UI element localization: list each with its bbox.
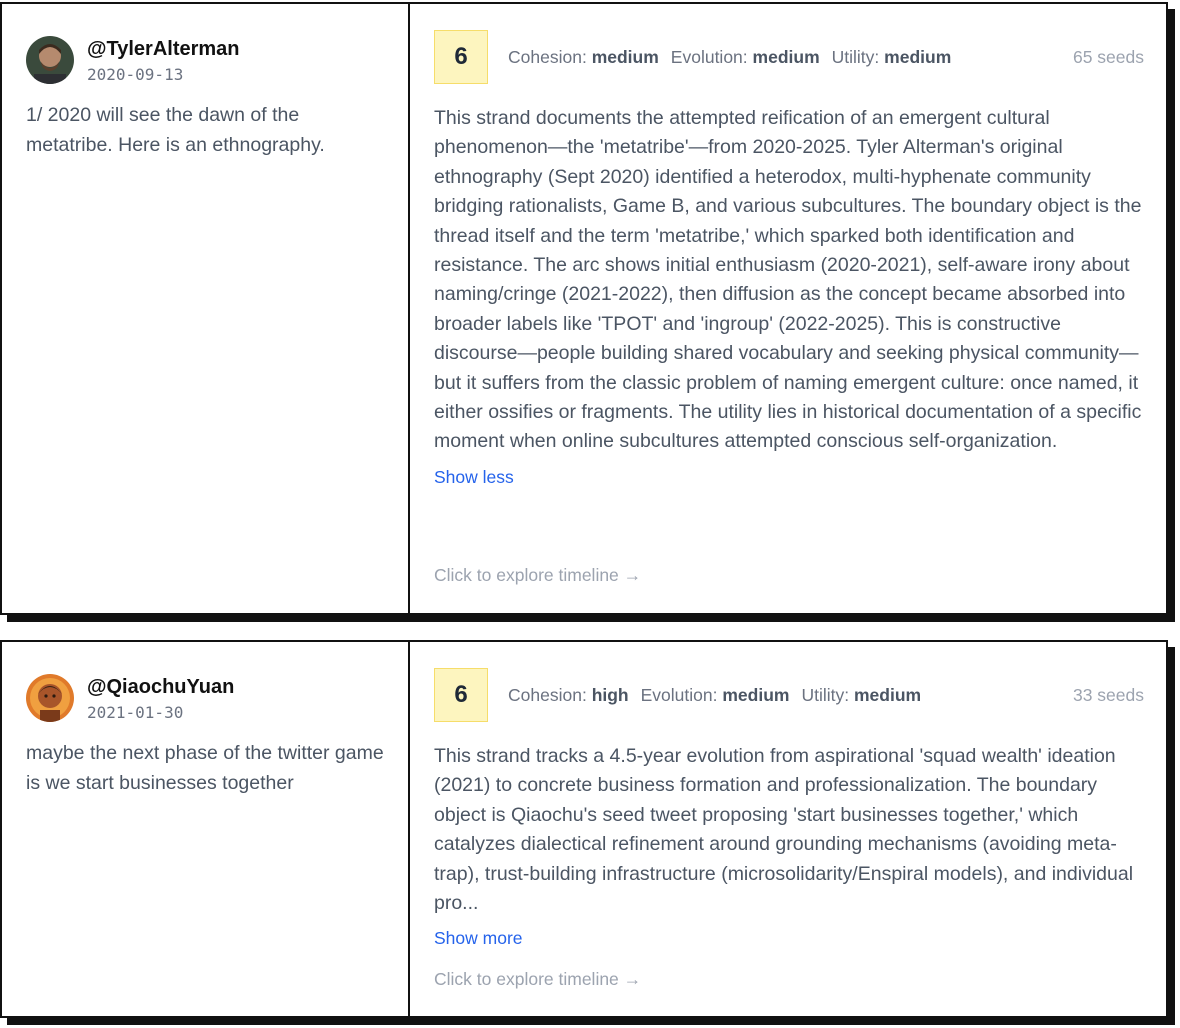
avatar[interactable] xyxy=(26,36,74,84)
cohesion-label: Cohesion: xyxy=(508,46,587,67)
tweet-author xyxy=(26,36,384,86)
utility-label: Utility: xyxy=(801,684,850,705)
tweet-date: 2021-01-30 xyxy=(87,703,184,722)
evolution-value: medium xyxy=(722,684,790,705)
show-less-link[interactable]: Show less xyxy=(434,466,514,487)
score-badge: 6 xyxy=(434,30,488,84)
strand-metrics xyxy=(434,667,1144,723)
strand-metrics xyxy=(434,29,1144,85)
seed-tweet xyxy=(2,4,410,613)
seed-tweet xyxy=(2,642,410,1016)
tweet-text: 1/ 2020 will see the dawn of the metatribe. Here is an ethnography. xyxy=(26,104,325,156)
show-more-link[interactable]: Show more xyxy=(434,928,523,949)
evolution-label: Evolution: xyxy=(640,684,718,705)
seed-count: 33 seeds xyxy=(1072,684,1144,705)
seed-count: 65 seeds xyxy=(1072,46,1144,67)
tweet-author xyxy=(26,674,384,724)
utility-label: Utility: xyxy=(831,46,880,67)
utility-value: medium xyxy=(884,46,952,67)
cohesion-label: Cohesion: xyxy=(508,684,587,705)
strand-summary: This strand documents the attempted reification of an emergent cultural phenomenon—the 'metatribe'—from 2020-2025. Tyler Alterman's original ethnography (Sept 2020) identified a heterodox, multi-hyphenate community bridging rationalists, Game B, and various subcultures. The boundary object is the thread itself and the term 'metatribe,' which sparked both identification and resistance. The arc shows initial enthusiasm (2020-2021), self-aware irony about naming/cringe (2021-2022), then diffusion as the concept became absorbed into broader labels like 'TPOT' and 'ingroup' (2022-2025). This is constructive discourse—people building shared vocabulary and seeking physical community—but it suffers from the classic problem of naming emergent culture: once named, it either ossifies or fragments. The utility lies in historical documentation of a specific moment when online subcultures attempted conscious self-organization. xyxy=(434,107,1142,453)
strand-summary: This strand tracks a 4.5-year evolution from aspirational 'squad wealth' ideation (2021) to concrete business formation and professionalization. The boundary object is Qiaochu's seed tweet proposing 'start businesses together,' which catalyzes dialectical refinement around grounding mechanisms (avoiding meta-trap), trust-building infrastructure (microsolidarity/Enspiral models), and individual pro... xyxy=(434,745,1134,915)
score-badge: 6 xyxy=(434,668,488,722)
strand-card[interactable] xyxy=(0,640,1168,1018)
cohesion-value: medium xyxy=(591,46,659,67)
strand-card[interactable] xyxy=(0,2,1168,615)
evolution-metric xyxy=(671,47,820,68)
evolution-label: Evolution: xyxy=(670,46,748,67)
strand-summary-panel xyxy=(410,4,1166,613)
explore-timeline-link[interactable]: Click to explore timeline → xyxy=(434,969,642,989)
tweet-text: maybe the next phase of the twitter game is we start businesses together xyxy=(26,742,384,794)
evolution-metric xyxy=(641,685,790,706)
avatar[interactable] xyxy=(26,674,74,722)
utility-metric xyxy=(832,47,952,68)
cohesion-metric xyxy=(508,47,659,68)
cohesion-metric xyxy=(508,685,629,706)
author-handle[interactable]: @TylerAlterman xyxy=(87,38,240,60)
utility-value: medium xyxy=(853,684,922,705)
author-handle[interactable]: @QiaochuYuan xyxy=(87,676,235,698)
tweet-date: 2020-09-13 xyxy=(87,65,184,84)
explore-timeline-link[interactable]: Click to explore timeline → xyxy=(434,565,642,585)
utility-metric xyxy=(801,685,921,706)
strand-summary-panel xyxy=(410,642,1166,1016)
evolution-value: medium xyxy=(752,46,820,67)
cohesion-value: high xyxy=(591,684,629,705)
